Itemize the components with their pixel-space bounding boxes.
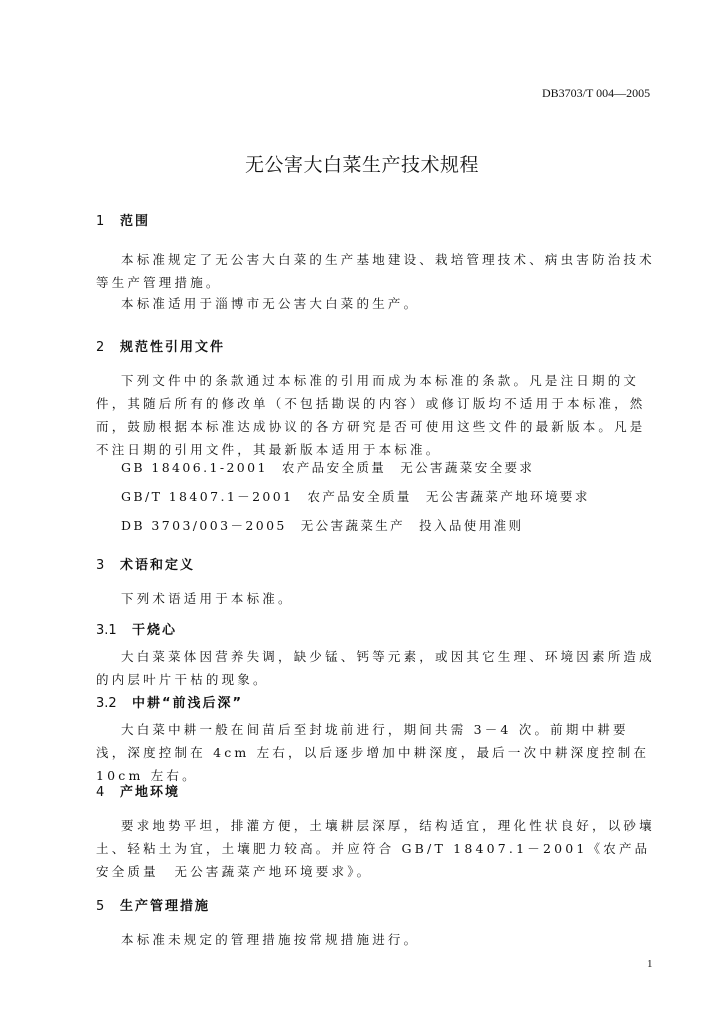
document-code: DB3703/T 004—2005 [542,86,651,100]
section-number: 4 [96,785,105,800]
paragraph: 要求地势平坦，排灌方便，土壤耕层深厚，结构适宜，理化性状良好，以砂壤土、轻粘土为宜，土壤肥力较高。并应符合 GB/T 18407.1－2001《农产品安全质量 无公害蔬菜产地环境要求》。 [96,818,655,879]
reference-code: DB 3703/003－2005 [121,518,287,533]
section-title: 生产管理措施 [120,899,211,914]
section-heading-scope [96,210,150,229]
term-number: 3.1 [96,623,117,638]
reference-code: GB 18406.1-2001 [121,460,268,475]
section-number: 1 [96,214,105,229]
reference-subname: 无公害蔬菜产地环境要求 [425,489,590,504]
reference-name: 农产品安全质量 [307,489,412,504]
reference-subname: 投入品使用准则 [419,518,524,533]
page-number: 1 [647,958,653,970]
term-heading-dry-heart [96,619,177,638]
reference-item [121,516,523,534]
paragraph: 本标准适用于淄博市无公害大白菜的生产。 [121,296,420,311]
paragraph: 本标准规定了无公害大白菜的生产基地建设、栽培管理技术、病虫害防治技术等生产管理措施。 [96,252,655,290]
reference-subname: 无公害蔬菜安全要求 [400,460,535,475]
reference-item [121,487,590,505]
section-title: 范围 [120,214,151,229]
term-definition: 大白菜中耕一般在间苗后至封垅前进行，期间共需 3－4 次。前期中耕要浅，深度控制在 4cm 左右，以后逐步增加中耕深度，最后一次中耕深度控制在 10cm 左右。 [96,722,650,783]
reference-item [121,458,534,476]
section-title: 产地环境 [120,785,181,800]
term-heading-cultivation [96,692,243,711]
section-number: 3 [96,558,105,573]
section-heading-environment [96,781,180,800]
term-title: 中耕“前浅后深” [132,696,244,711]
paragraph: 下列文件中的条款通过本标准的引用而成为本标准的条款。凡是注日期的文件，其随后所有的修改单（不包括勘误的内容）或修订版均不适用于本标准，然而，鼓励根据本标准达成协议的各方研究是否可使用这些文件的最新版本。凡是不注日期的引用文件，其最新版本适用于本标准。 [96,373,646,457]
term-title: 干烧心 [132,623,178,638]
section-title: 规范性引用文件 [120,340,226,355]
document-title: 无公害大白菜生产技术规程 [244,154,479,176]
reference-name: 农产品安全质量 [281,460,387,475]
reference-name: 无公害蔬菜生产 [300,518,406,533]
term-definition: 大白菜菜体因营养失调，缺少锰、钙等元素，或因其它生理、环境因素所造成的内层叶片干枯的现象。 [96,649,655,687]
reference-code: GB/T 18407.1－2001 [121,489,294,504]
paragraph: 下列术语适用于本标准。 [121,591,294,606]
term-number: 3.2 [96,696,117,711]
section-number: 5 [96,899,105,914]
section-number: 2 [96,340,105,355]
section-heading-normative-references [96,336,225,355]
section-heading-terms [96,554,195,573]
section-heading-management [96,895,210,914]
section-title: 术语和定义 [120,558,196,573]
paragraph: 本标准未规定的管理措施按常规措施进行。 [121,932,420,947]
